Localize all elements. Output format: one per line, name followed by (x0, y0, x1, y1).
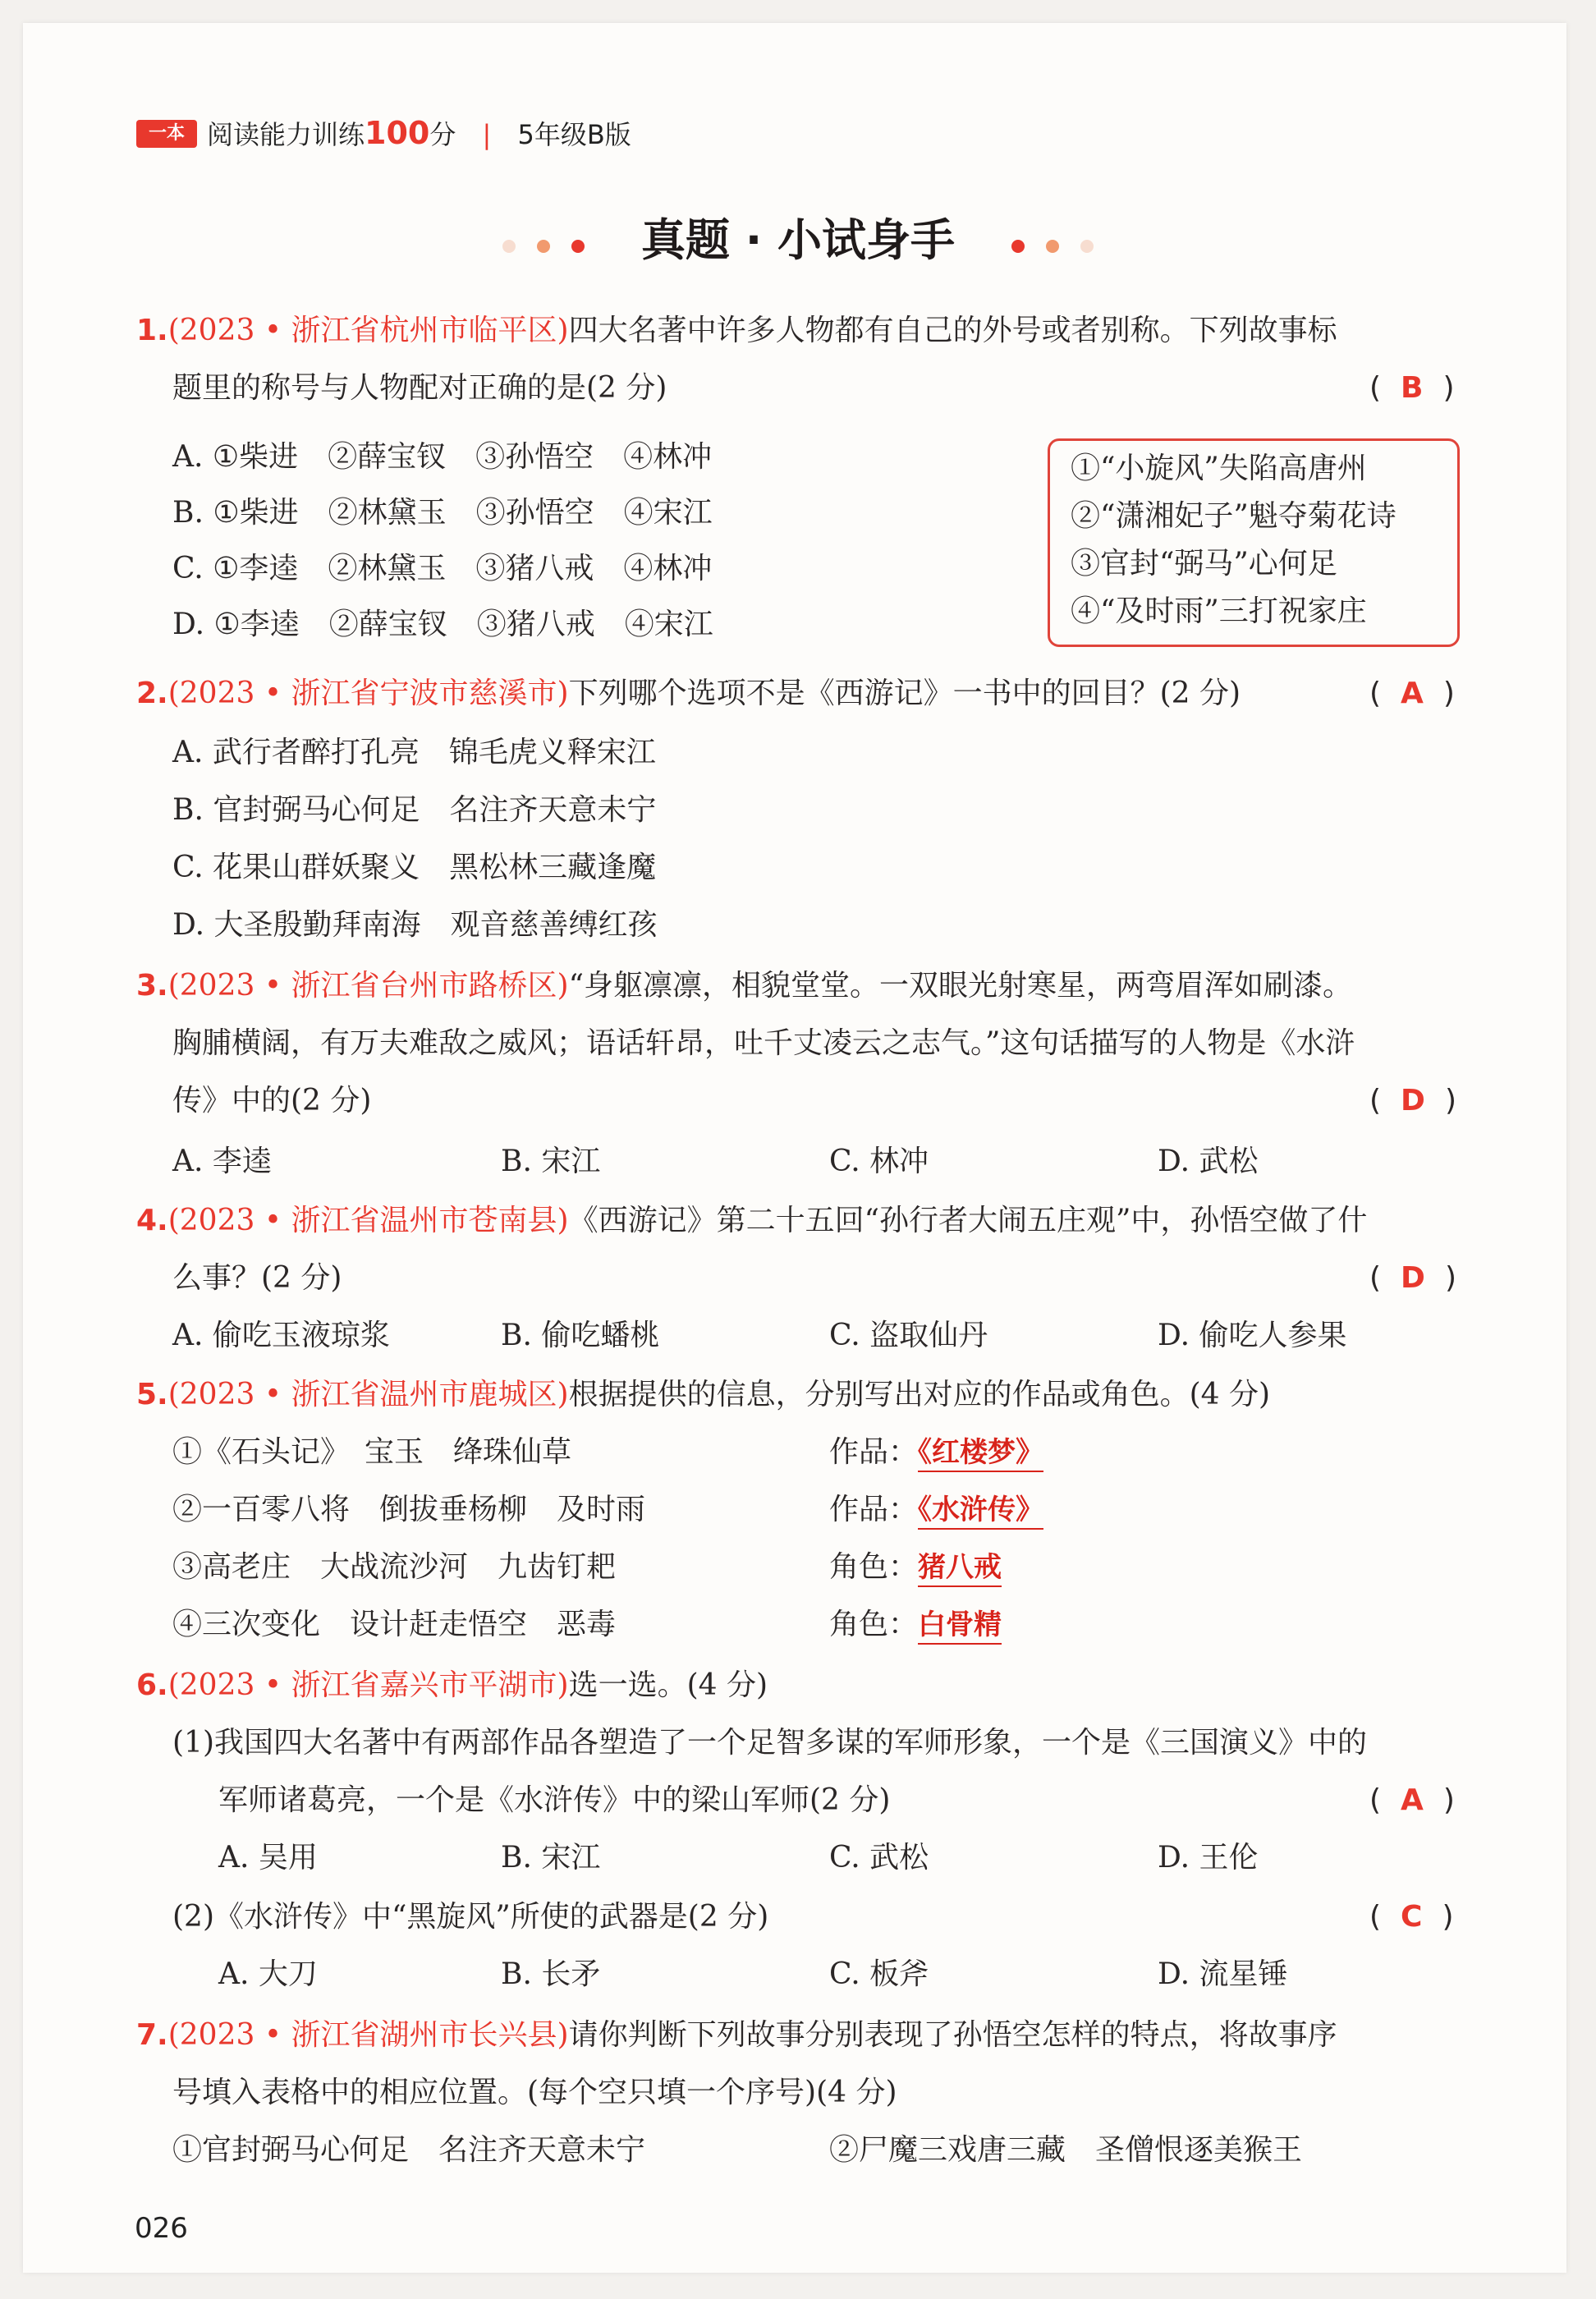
question-text: 请你判断下列故事分别表现了孙悟空怎样的特点，将故事序 (568, 2018, 1337, 2052)
filled-answer: 《红楼梦》 (918, 1436, 1043, 1472)
option-d: D. 大圣殷勤拜南海 观音慈善缚红孩 (172, 908, 658, 942)
answer-row-4 (829, 1604, 1002, 1645)
clue-2: ②一百零八将 倒拔垂杨柳 及时雨 (172, 1493, 646, 1526)
option-a: A. 李逵 (172, 1145, 272, 1178)
option-d: D. 偷吃人参果 (1158, 1319, 1347, 1352)
question-text: 选一选。(4 分) (568, 1668, 768, 1702)
question-text: 根据提供的信息，分别写出对应的作品或角色。(4 分) (568, 1378, 1271, 1411)
section-title: 真题 · 小试身手 (640, 214, 956, 266)
option-d: D. ①李逵 ②薛宝钗 ③猪八戒 ④宋江 (172, 608, 713, 641)
filled-answer: 猪八戒 (918, 1551, 1002, 1587)
question-number: 5. (136, 1378, 168, 1411)
answer-bracket: ( A ) (1369, 1783, 1455, 1817)
question-source: (2023 • 浙江省台州市路桥区) (167, 969, 569, 1003)
option-a: A. 吴用 (218, 1841, 318, 1875)
question-2 (136, 673, 1241, 714)
option-a: A. ①柴进 ②薛宝钗 ③孙悟空 ④林冲 (172, 440, 713, 474)
story-2: ②尸魔三戏唐三藏 圣僧恨逐美猴王 (829, 2133, 1303, 2167)
option-c: C. ①李逵 ②林黛玉 ③猪八戒 ④林冲 (172, 552, 713, 585)
option-c: C. 板斧 (829, 1957, 929, 1991)
question-6 (136, 1665, 768, 1706)
option-c: C. 武松 (829, 1841, 929, 1875)
story-title-2: ②“潇湘妃子”魁夺菊花诗 (1071, 499, 1396, 533)
filled-answer: 《水浒传》 (918, 1494, 1043, 1530)
answer-label: 角色： (829, 1550, 919, 1584)
option-a: A. 武行者醉打孔亮 锦毛虎义释宋江 (172, 736, 656, 769)
question-number: 1. (136, 314, 168, 347)
clue-1: ①《石头记》 宝玉 绛珠仙草 (172, 1435, 572, 1469)
question-text: 下列哪个选项不是《西游记》一书中的回目？(2 分) (568, 677, 1241, 710)
question-3-text-line2: 胸脯横阔，有万夫难敌之威风；语话轩昂，吐千丈凌云之志气。”这句话描写的人物是《水浒 (172, 1026, 1355, 1060)
book-title (207, 115, 631, 153)
answer-letter: D (1401, 1261, 1425, 1295)
option-d: D. 流星锤 (1158, 1957, 1288, 1991)
question-7-text-line2: 号填入表格中的相应位置。(每个空只填一个序号)(4 分) (172, 2076, 897, 2109)
question-3-text-line3: 传》中的(2 分) (172, 1084, 372, 1117)
option-d: D. 王伦 (1158, 1841, 1259, 1875)
question-source: (2023 • 浙江省温州市鹿城区) (167, 1378, 569, 1411)
option-a: A. 大刀 (218, 1957, 318, 1991)
header-separator: | (482, 119, 492, 150)
question-3 (136, 966, 1352, 1007)
question-source: (2023 • 浙江省温州市苍南县) (167, 1204, 569, 1237)
sub-question-1-line2: 军师诸葛亮，一个是《水浒传》中的梁山军师(2 分) (218, 1783, 891, 1817)
page-number: 026 (135, 2212, 188, 2245)
option-c: C. 花果山群妖聚义 黑松林三藏逢魔 (172, 851, 657, 884)
option-b: B. 宋江 (501, 1145, 601, 1178)
filled-answer: 白骨精 (918, 1608, 1002, 1645)
question-source: (2023 • 浙江省宁波市慈溪市) (167, 677, 569, 710)
answer-bracket: ( A ) (1369, 677, 1455, 710)
question-source: (2023 • 浙江省湖州市长兴县) (167, 2018, 569, 2052)
question-5 (136, 1374, 1270, 1416)
story-1: ①官封弼马心何足 名注齐天意未宁 (172, 2133, 646, 2167)
option-b: B. 偷吃蟠桃 (501, 1319, 660, 1352)
answer-label: 作品： (829, 1493, 919, 1526)
question-1 (136, 310, 1337, 351)
answer-row-1 (829, 1432, 1043, 1473)
answer-bracket: ( C ) (1369, 1900, 1454, 1934)
story-title-3: ③官封“弼马”心何足 (1071, 547, 1337, 580)
title-dot-right-3 (1080, 240, 1094, 253)
question-number: 2. (136, 677, 168, 710)
question-number: 3. (136, 969, 168, 1003)
answer-letter: D (1401, 1084, 1425, 1117)
option-b: B. 长矛 (501, 1957, 601, 1991)
question-text: “身躯凛凛，相貌堂堂。一双眼光射寒星，两弯眉浑如刷漆。 (568, 969, 1352, 1003)
title-dot-right-1 (1011, 240, 1025, 253)
question-number: 4. (136, 1204, 168, 1237)
book-title-unit: 分 (429, 119, 456, 150)
question-1-text-line2: 题里的称号与人物配对正确的是(2 分) (172, 371, 667, 405)
question-7 (136, 2015, 1337, 2056)
answer-row-2 (829, 1489, 1043, 1530)
book-title-score: 100 (365, 115, 430, 151)
option-d: D. 武松 (1158, 1145, 1259, 1178)
option-a: A. 偷吃玉液琼浆 (172, 1319, 390, 1352)
question-source: (2023 • 浙江省杭州市临平区) (167, 314, 569, 347)
option-b: B. ①柴进 ②林黛玉 ③孙悟空 ④宋江 (172, 496, 713, 530)
answer-letter: A (1401, 1783, 1424, 1817)
answer-letter: C (1401, 1900, 1423, 1934)
sub-question-1: (1)我国四大名著中有两部作品各塑造了一个足智多谋的军师形象，一个是《三国演义》中的 (172, 1726, 1367, 1760)
answer-letter: B (1401, 371, 1424, 405)
story-title-1: ①“小旋风”失陷高唐州 (1071, 452, 1367, 485)
option-b: B. 宋江 (501, 1841, 601, 1875)
answer-bracket: ( D ) (1369, 1084, 1456, 1117)
question-number: 7. (136, 2018, 168, 2052)
sub-question-2: (2)《水浒传》中“黑旋风”所使的武器是(2 分) (172, 1900, 769, 1934)
answer-bracket: ( D ) (1369, 1261, 1456, 1295)
title-dot-right-2 (1046, 240, 1059, 253)
question-4-text-line2: 么事？(2 分) (172, 1261, 342, 1295)
option-c: C. 盗取仙丹 (829, 1319, 988, 1352)
clue-3: ③高老庄 大战流沙河 九齿钉耙 (172, 1550, 617, 1584)
answer-label: 角色： (829, 1608, 919, 1641)
question-number: 6. (136, 1668, 168, 1702)
story-title-4: ④“及时雨”三打祝家庄 (1071, 594, 1367, 628)
answer-row-3 (829, 1547, 1002, 1588)
answer-letter: A (1401, 677, 1424, 710)
brand-badge: 一本 (136, 120, 197, 148)
option-b: B. 官封弼马心何足 名注齐天意未宁 (172, 793, 657, 827)
option-c: C. 林冲 (829, 1145, 929, 1178)
question-source: (2023 • 浙江省嘉兴市平湖市) (167, 1668, 569, 1702)
question-text: 《西游记》第二十五回“孙行者大闹五庄观”中，孙悟空做了什 (568, 1204, 1368, 1237)
question-4 (136, 1200, 1367, 1241)
clue-4: ④三次变化 设计赶走悟空 恶毒 (172, 1608, 617, 1641)
book-title-prefix: 阅读能力训练 (207, 119, 365, 150)
answer-bracket: ( B ) (1369, 371, 1455, 405)
answer-label: 作品： (829, 1435, 919, 1469)
grade-label: 5年级B版 (517, 119, 631, 150)
question-text: 四大名著中许多人物都有自己的外号或者别称。下列故事标 (568, 314, 1337, 347)
